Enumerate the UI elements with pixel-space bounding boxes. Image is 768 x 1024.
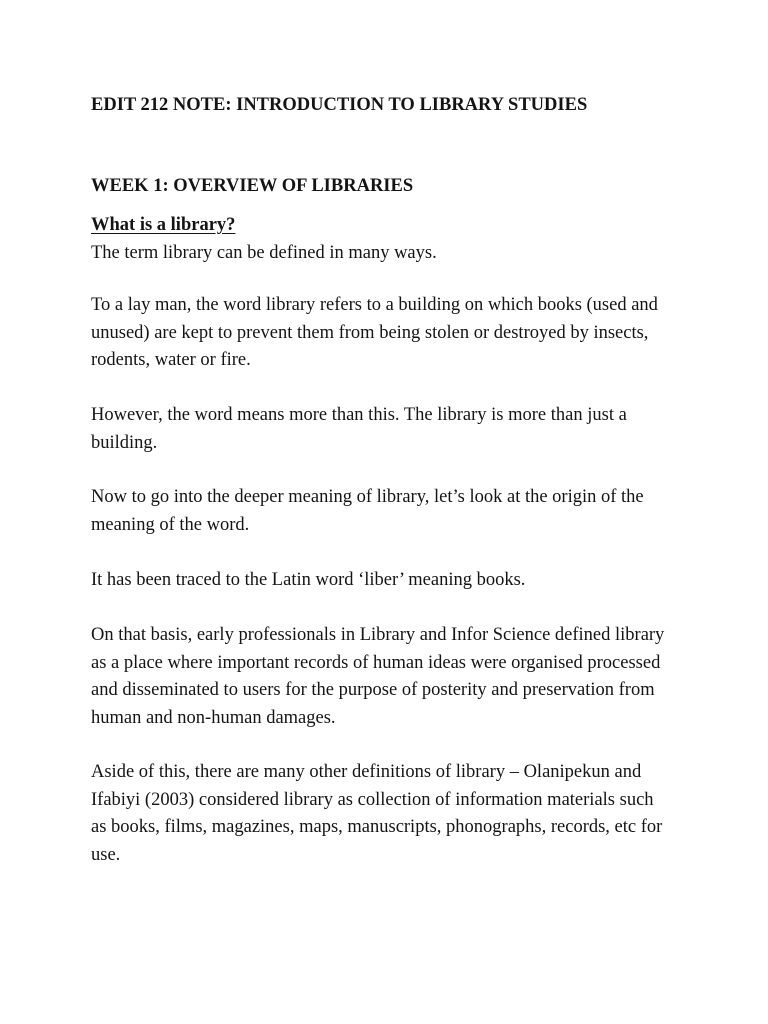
week-heading: WEEK 1: OVERVIEW OF LIBRARIES xyxy=(91,176,414,196)
paragraph-6: On that basis, early professionals in Library and Infor Science defined library as a place where important records of human ideas were organised processed and disseminated to users for the purpose of posterity and preservation from human and non-human damages. xyxy=(91,625,665,728)
paragraph-2: To a lay man, the word library refers to a building on which books (used and unused) are kept to prevent them from being stolen or destroyed by insects, rodents, water or fire. xyxy=(91,295,658,370)
section-what-is-a-library xyxy=(91,212,691,267)
paragraph-1: The term library can be defined in many ways. xyxy=(91,242,437,263)
paragraph-5: It has been traced to the Latin word ‘liber’ meaning books. xyxy=(91,570,526,590)
paragraph-3: However, the word means more than this. The library is more than just a building. xyxy=(91,405,627,453)
paragraph-4: Now to go into the deeper meaning of library, let’s look at the origin of the meaning of the word. xyxy=(91,487,644,535)
section-heading: What is a library? xyxy=(91,215,236,235)
paragraph-7: Aside of this, there are many other definitions of library – Olanipekun and Ifabiyi (2003) considered library as collection of information materials such as books, films, magazines, maps, manuscripts, phonographs, records, etc for use. xyxy=(91,762,663,865)
document-title: EDIT 212 NOTE: INTRODUCTION TO LIBRARY STUDIES xyxy=(91,95,588,115)
